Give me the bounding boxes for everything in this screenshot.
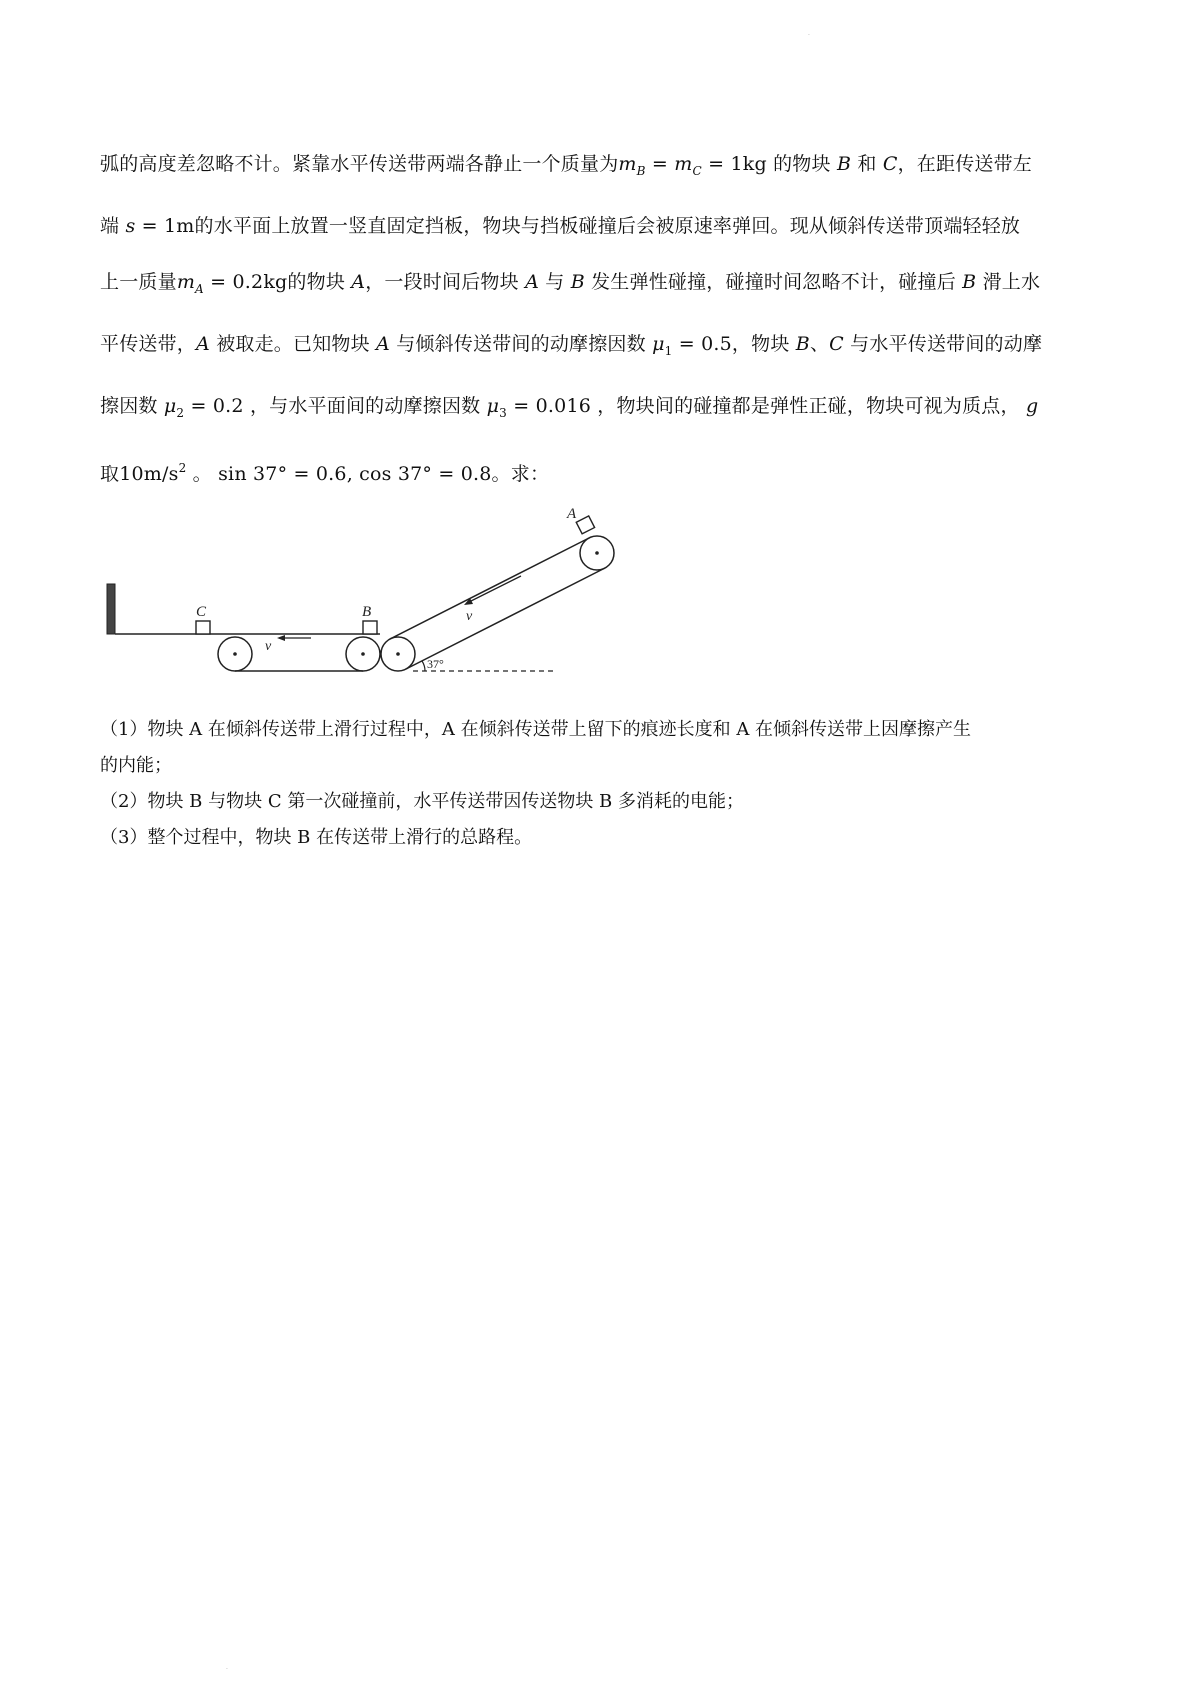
mu1-formula <box>652 333 732 358</box>
text: 与水平传送带间的动摩 <box>850 333 1043 355</box>
text: 与 <box>545 271 565 293</box>
text: 与倾斜传送带间的动摩擦因数 <box>396 333 646 355</box>
text-line-5 <box>100 390 1110 422</box>
mass-a-value: 0.2kg <box>232 271 288 293</box>
text: 上一质量 <box>100 271 177 293</box>
label-c: C <box>882 153 898 175</box>
equals: = <box>135 215 165 237</box>
subscript-a: A <box>195 282 204 296</box>
text: ，物块 <box>731 333 790 355</box>
symbol-mu: μ <box>163 395 177 417</box>
subscript-2: 2 <box>176 406 185 420</box>
text: 的物块 <box>287 271 346 293</box>
text: 弧的高度差忽略不计。紧靠水平传送带两端各静止一个质量为 <box>100 153 619 175</box>
symbol-m: m <box>618 153 637 175</box>
text: 取 <box>100 463 120 485</box>
g-number: 10m/s <box>119 463 179 485</box>
scan-mark: · <box>808 32 810 39</box>
text-line-3 <box>100 266 1110 298</box>
text: 和 <box>857 153 877 175</box>
problem-statement <box>100 148 1110 484</box>
equals: = <box>184 395 213 417</box>
text: 发生弹性碰撞，碰撞时间忽略不计，碰撞后 <box>591 271 956 293</box>
angle-arc <box>422 661 425 671</box>
equals: = <box>672 333 702 355</box>
text: ，物块间的碰撞都是弹性正碰，物块可视为质点， <box>597 395 1020 417</box>
symbol-mu: μ <box>486 395 500 417</box>
subscript-3: 3 <box>499 406 508 420</box>
equals: = <box>701 153 731 175</box>
questions <box>100 712 1110 856</box>
text-line-2 <box>100 210 1110 242</box>
equals: = <box>203 271 233 293</box>
question-3: （3）整个过程中，物块 B 在传送带上滑行的总路程。 <box>100 827 533 848</box>
mu2-formula <box>163 395 244 420</box>
label-a: A <box>196 333 210 355</box>
label-a: A <box>376 333 390 355</box>
mass-a-formula <box>176 271 288 296</box>
mass-bc-formula <box>618 153 767 178</box>
question-1: （1）物块 A 在倾斜传送带上滑行过程中，A 在倾斜传送带上留下的痕迹长度和 A 在倾斜传送带上因摩擦产生 <box>100 719 972 740</box>
text: 端 <box>100 215 120 237</box>
incline-top-pulley-axle <box>595 551 599 555</box>
incline-bottom-pulley-axle <box>396 652 400 656</box>
symbol-m: m <box>674 153 693 175</box>
text: 、 <box>809 333 830 355</box>
text: ，在距传送带左 <box>897 153 1032 175</box>
question-1-continued: 的内能； <box>100 755 172 776</box>
g-value <box>119 463 186 485</box>
label-a: A <box>351 271 366 293</box>
subscript-b: B <box>636 164 646 178</box>
label-c: C <box>196 604 207 620</box>
text: 平传送带， <box>100 333 197 355</box>
superscript-2: 2 <box>178 461 187 475</box>
block-a <box>576 516 594 534</box>
horizontal-velocity-label: v <box>265 639 272 654</box>
incline-velocity-label: v <box>466 609 473 624</box>
symbol-g: g <box>1025 395 1039 417</box>
mu3-value: 0.016 <box>535 395 592 417</box>
subscript-1: 1 <box>664 344 673 358</box>
horizontal-arrowhead <box>277 635 285 641</box>
text: 擦因数 <box>100 395 158 417</box>
text: ，一段时间后物块 <box>365 271 519 293</box>
label-b: B <box>795 333 810 355</box>
symbol-mu: μ <box>652 333 665 355</box>
right-pulley-axle <box>361 652 365 656</box>
mu2-value: 0.2 <box>212 395 244 417</box>
subscript-c: C <box>692 164 702 178</box>
label-b: B <box>962 271 977 293</box>
distance-formula <box>125 215 194 237</box>
symbol-s: s <box>125 215 136 237</box>
text: 的水平面上放置一竖直固定挡板，物块与挡板碰撞后会被原速率弹回。现从倾斜传送带顶端轻轻放 <box>194 215 1021 237</box>
block-c <box>196 621 210 634</box>
mu1-value: 0.5 <box>701 333 732 355</box>
text: 被取走。已知物块 <box>216 333 370 355</box>
label-c: C <box>829 333 844 355</box>
label-a: A <box>567 506 577 522</box>
left-pulley-axle <box>233 652 237 656</box>
text: 的物块 <box>773 153 831 175</box>
text-line-6 <box>100 452 1110 484</box>
equals: = <box>645 153 675 175</box>
trig-values: sin 37° = 0.6, cos 37° = 0.8 <box>218 463 492 485</box>
distance-value: 1m <box>164 215 195 237</box>
question-2: （2）物块 B 与物块 C 第一次碰撞前，水平传送带因传送物块 B 多消耗的电能； <box>100 791 745 812</box>
label-b: B <box>362 604 372 620</box>
conveyor-diagram <box>95 498 675 688</box>
text-line-4 <box>100 328 1110 360</box>
label-b: B <box>836 153 852 175</box>
mass-value: 1kg <box>730 153 767 175</box>
mu3-formula <box>486 395 592 420</box>
baffle-wall <box>107 584 115 634</box>
incline-belt-top <box>390 538 589 639</box>
text-line-1 <box>100 148 1110 180</box>
equals: = <box>507 395 536 417</box>
text: ，与水平面间的动摩擦因数 <box>249 395 481 417</box>
block-b <box>363 621 377 634</box>
incline-velocity-arrow <box>467 576 521 603</box>
label-a: A <box>525 271 539 293</box>
scan-mark: · <box>226 1666 228 1673</box>
text: 。求： <box>491 463 550 485</box>
label-b: B <box>570 271 585 293</box>
text: 滑上水 <box>982 271 1041 293</box>
text: 。 <box>192 463 212 485</box>
angle-label: 37° <box>427 657 444 671</box>
symbol-m: m <box>176 271 196 293</box>
